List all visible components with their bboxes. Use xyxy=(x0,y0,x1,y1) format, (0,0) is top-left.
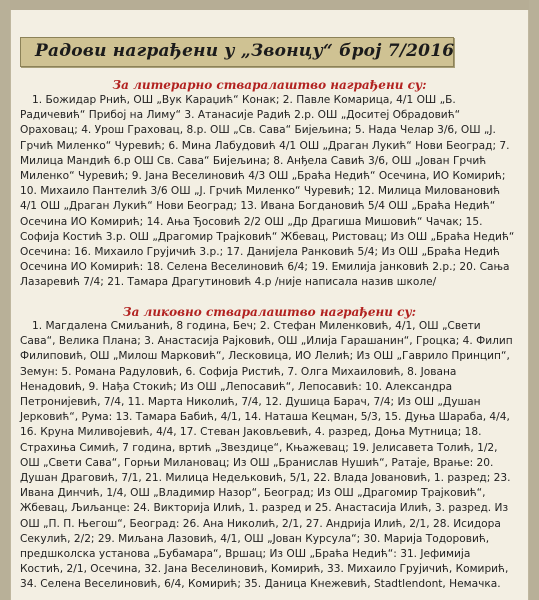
right-border xyxy=(529,0,539,600)
left-border xyxy=(0,0,10,600)
page-title: Радови награђени у „Звонцу“ број 7/2016 xyxy=(35,41,455,61)
top-border xyxy=(0,0,539,10)
art-heading: За ликовно стваралаштво награђени су: xyxy=(122,305,417,319)
literary-winners-text: 1. Божидар Рнић, ОШ „Вук Караџић“ Конак; 2. Павле Комарица, 4/1 ОШ „Б. Радичевић“ Прибој на Лиму“ 3. Атанасије Радић 2.р. ОШ „Доситеј Обрадовић“ Ораховац; 4. Урош Граховац, 8.р. ОШ „Св. Сава“ Бијељина; 5. Нада Челар 3/6, ОШ „Ј. Грчић Миленко“ Чуревић; 6. Мина Лабудовић 4/1 ОШ „Драган Лукић“ Нови Београд; 7. Милица Мандић 6.р ОШ Св. Сава“ Бијељина; 8. Анђела Савић 3/6, ОШ „Јован Грчић Миленко“ Чуревић; 9. Јана Веселиновић 4/3 ОШ „Браћа Недић“ Осечина, ИО Комирић; 10. Михаило Пантелић 3/6 ОШ „Ј. Грчић Миленко“ Чуревић; 12. Милица Миловановић 4/1 ОШ „Драган Лукић“ Нови Београд; 13. Ивана Богдановић 5/4 ОШ „Браћа Недић“ Осечина ИО Комирић; 14. Ања Ђосовић 2/2 ОШ „Др Драгиша Мишовић“ Чачак; 15. Софија Костић 3.р. ОШ „Драгомир Трајковић“ Жбевац, Ристовац; Из ОШ „Браћа Недић“ Осечина: 16. Михаило Грујичић 3.р.; 17. Данијела Ранковић 5/4; Из ОШ „Браћа Недић Осечина ИО Комирић: 18. Селена Веселиновић 6/4; 19. Емилија јанковић 2.р.; 20. Сања Лазаревић 7/4; 21. Тамара Драгутиновић 4.р /није написала назив школе/ xyxy=(20,94,515,289)
art-winners-text: 1. Магдалена Смиљанић, 8 година, Беч; 2. Стефан Миленковић, 4/1, ОШ „Свети Сава“, Велика Плана; 3. Анастасија Рајковић, ОШ „Илија Гарашанин“, Гроцка; 4. Филип Филиповић, ОШ „Милош Марковић“, Лесковица, ИО Лелић; Из ОШ „Гаврило Принцип“, Земун: 5. Романа Радуловић, 6. Софија Ристић, 7. Олга Михаиловић, 8. Јована Ненадовић, 9. Нађа Стокић; Из ОШ „Лепосавић“, Лепосавић: 10. Александра Петронијевић, 7/4, 11. Марта Николић, 7/4, 12. Душица Барач, 7/4; Из ОШ „Душан Јерковић“, Рума: 13. Тамара Бабић, 4/1, 14. Наташа Кецман, 5/3, 15. Дуња Шараба, 4/4, 16. Круна Миливојевић, 4/4, 17. Стеван Јаковљевић, 4. разред, Доња Мутница; 18. Страхиња Симић, 7 година, вртић „Звездице“, Књажевац; 19. Јелисавета Толић, 1/2, ОШ „Свети Сава“, Горњи Милановац; Из ОШ „Бранислав Нушић“, Ратаје, Врање: 20. Душан Драговић, 7/1, 21. Милица Недељковић, 5/1, 22. Влада Јовановић, 1. разред; 23. Ивана Динчић, 1/4, ОШ „Владимир Назор“, Београд; Из ОШ „Драгомир Трајковић“, Жбевац, Љиљанце: 24. Викторија Илић, 1. разред и 25. Анастасија Илић, 3. разред. Из ОШ „П. П. Његош“, Београд: 26. Ана Николић, 2/1, 27. Андрија Илић, 2/1, 28. Исидора Секулић, 2/2; 29. Миљана Лазовић, 4/1, ОШ „Јован Курсула“; 30. Марија Тодоровић, предшколска установа „Бубамара“, Вршац; Из ОШ „Браћа Недић“: 31. Јефимија Костић, 2/1, Осечина, 32. Јана Веселиновић, Комирић, 33. Михаило Грујичић, Комирић, 34. Селена Веселиновић, 6/4, Комирић; 35. Даница Кнежевић, Stadtlendont, Немачка. xyxy=(20,320,513,591)
literary-heading: За литерарно стваралаштво награђени су: xyxy=(112,78,427,92)
title-box xyxy=(20,37,454,67)
